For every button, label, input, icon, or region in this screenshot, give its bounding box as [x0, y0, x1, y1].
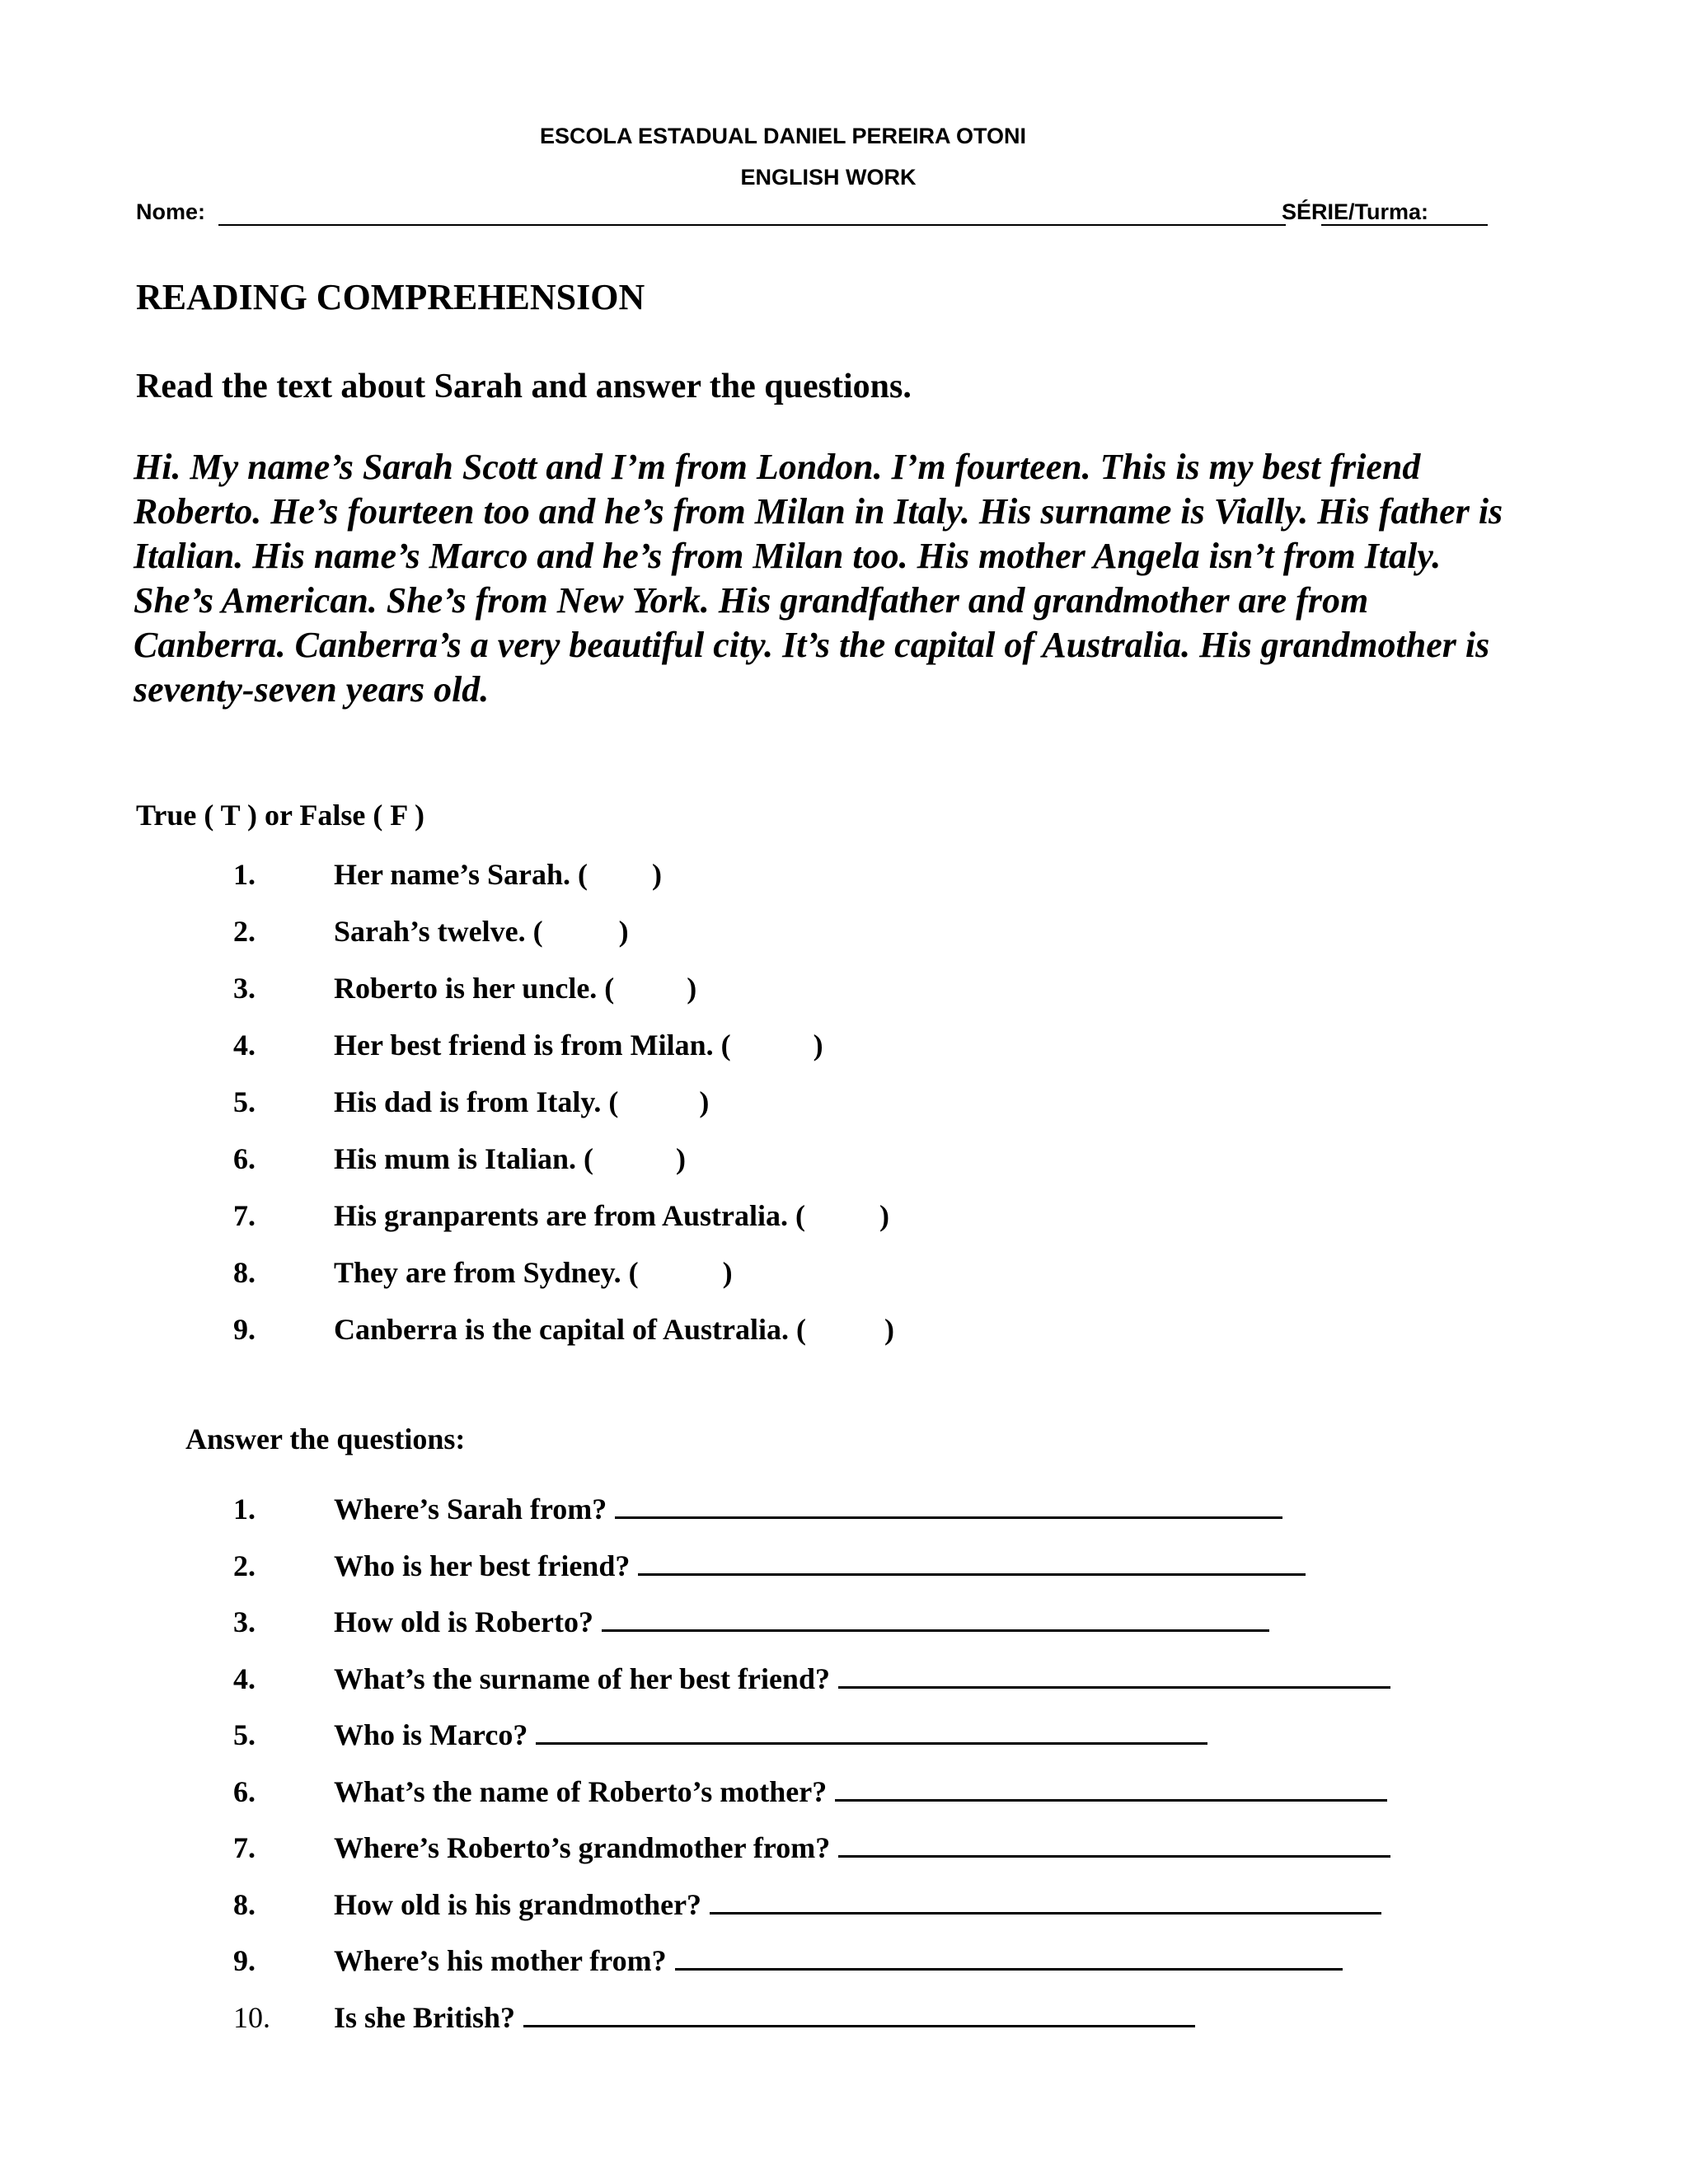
- item-number: 6.: [233, 1142, 256, 1175]
- item-text: Canberra is the capital of Australia. (: [334, 1313, 806, 1346]
- item-text: His dad is from Italy. (: [334, 1085, 619, 1118]
- question-text: How old is his grandmother?: [334, 1887, 702, 1921]
- question-text: How old is Roberto?: [334, 1605, 593, 1638]
- question-text: What’s the name of Roberto’s mother?: [334, 1774, 828, 1808]
- question-text: Is she British?: [334, 2000, 516, 2034]
- item-number: 1.: [233, 858, 256, 891]
- item-number: 2.: [233, 915, 256, 948]
- item-text: His mum is Italian. (: [334, 1142, 594, 1175]
- section-title: READING COMPREHENSION: [136, 277, 645, 317]
- item-text: His granparents are from Australia. (: [334, 1199, 805, 1232]
- question-text: Who is her best friend?: [334, 1549, 631, 1582]
- item-number: 2.: [233, 1549, 256, 1582]
- true-false-title: True ( T ) or False ( F ): [136, 799, 424, 832]
- name-class-line: [136, 198, 1488, 231]
- reading-passage: Hi. My name’s Sarah Scott and I’m from London. I’m fourteen. This is my best friend Roberto. He’s fourteen too and he’s from Milan in Italy. His surname is Vially. His father is Italian. His name’s Marco and he’s from Milan too. His mother Angela isn’t from Italy. She’s American. She’s from New York. His grandfather and grandmother are from Canberra. Canberra’s a very beautiful city. It’s the capital of Australia. His grandmother is seventy-seven years old.: [134, 447, 1503, 710]
- answer-line[interactable]: [523, 2024, 1195, 2027]
- answer-line[interactable]: [838, 1854, 1390, 1858]
- close-paren: ): [651, 858, 662, 891]
- item-number: 9.: [233, 1944, 256, 1977]
- answer-line[interactable]: [536, 1741, 1207, 1745]
- item-number: 5.: [233, 1718, 256, 1751]
- answer-line[interactable]: [615, 1516, 1282, 1519]
- item-text: Her best friend is from Milan. (: [334, 1029, 731, 1062]
- close-paren: ): [618, 915, 629, 948]
- name-field[interactable]: [218, 224, 1286, 226]
- item-number: 9.: [233, 1313, 256, 1346]
- answer-line[interactable]: [675, 1967, 1343, 1971]
- item-number: 3.: [233, 1605, 256, 1638]
- item-number: 8.: [233, 1887, 256, 1921]
- item-text: Her name’s Sarah. (: [334, 858, 588, 891]
- answer-questions-title: Answer the questions:: [185, 1422, 466, 1455]
- question-text: Where’s Roberto’s grandmother from?: [334, 1831, 831, 1864]
- item-text: They are from Sydney. (: [334, 1256, 639, 1289]
- close-paren: ): [699, 1085, 710, 1118]
- close-paren: ): [687, 972, 697, 1005]
- work-title: ENGLISH WORK: [740, 165, 917, 190]
- item-number: 8.: [233, 1256, 256, 1289]
- class-field[interactable]: [1321, 224, 1488, 226]
- item-number: 6.: [233, 1774, 256, 1808]
- school-name: ESCOLA ESTADUAL DANIEL PEREIRA OTONI: [539, 124, 1027, 148]
- class-label: SÉRIE/Turma:: [1282, 199, 1429, 224]
- item-number: 7.: [233, 1199, 256, 1232]
- item-number: 3.: [233, 972, 256, 1005]
- close-paren: ): [884, 1313, 894, 1346]
- question-text: Where’s his mother from?: [334, 1944, 667, 1977]
- question-text: Where’s Sarah from?: [334, 1493, 607, 1526]
- close-paren: ): [676, 1142, 687, 1175]
- item-number: 5.: [233, 1085, 256, 1118]
- item-number: 10.: [233, 2000, 270, 2034]
- item-text: Roberto is her uncle. (: [334, 972, 615, 1005]
- item-number: 4.: [233, 1029, 256, 1062]
- question-text: What’s the surname of her best friend?: [334, 1661, 830, 1695]
- item-number: 4.: [233, 1661, 256, 1695]
- answer-line[interactable]: [710, 1911, 1381, 1915]
- answer-line[interactable]: [838, 1685, 1390, 1689]
- answer-line[interactable]: [638, 1572, 1306, 1576]
- answer-line[interactable]: [602, 1629, 1269, 1632]
- close-paren: ): [722, 1256, 733, 1289]
- item-number: 7.: [233, 1831, 256, 1864]
- instruction: Read the text about Sarah and answer the questions.: [136, 368, 912, 405]
- question-text: Who is Marco?: [334, 1718, 528, 1751]
- item-text: Sarah’s twelve. (: [334, 915, 543, 948]
- close-paren: ): [879, 1199, 889, 1232]
- answer-line[interactable]: [835, 1798, 1387, 1802]
- name-label: Nome:: [136, 199, 206, 224]
- close-paren: ): [813, 1029, 823, 1062]
- item-number: 1.: [233, 1493, 256, 1526]
